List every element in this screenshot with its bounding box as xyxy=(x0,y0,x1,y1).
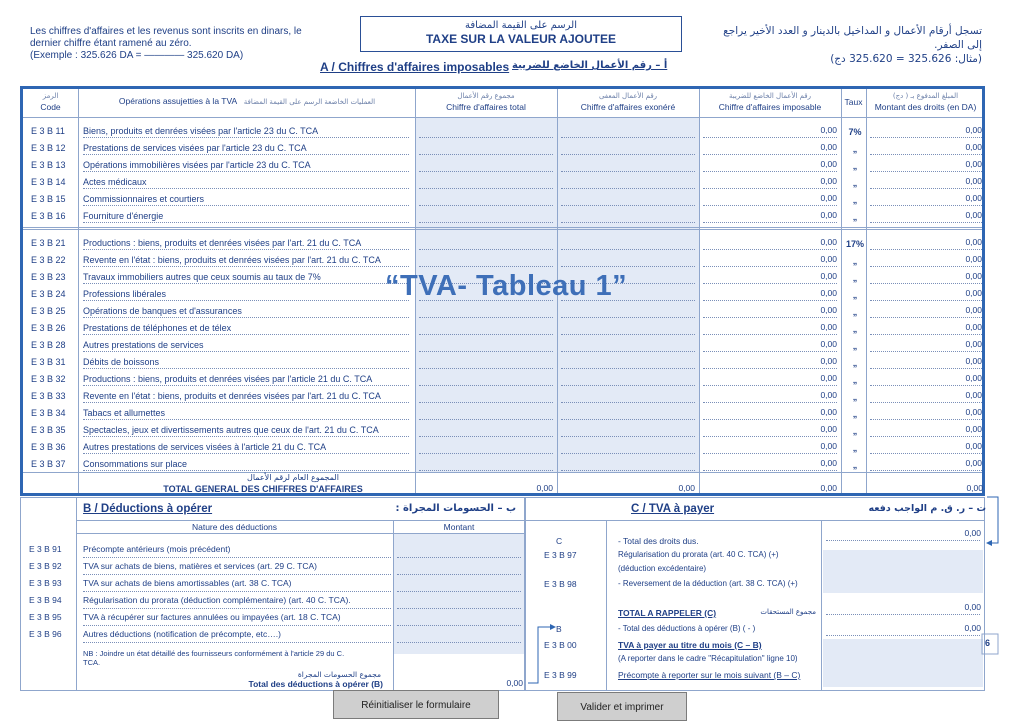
r97-sub: (déduction excédentaire) xyxy=(618,564,707,573)
row-label: Opérations de banques et d'assurances xyxy=(83,306,242,316)
title-arabic: الرسم على القيمة المضافة xyxy=(464,20,578,31)
row-amount-value[interactable]: 0,00 xyxy=(965,288,982,298)
col-header-operations: Opérations assujetties à la TVA العمليات الخاضعة الرسم على القيمة المضافة xyxy=(118,96,376,106)
deduction-row xyxy=(21,542,524,559)
deduction-amount-input[interactable] xyxy=(397,557,521,558)
row-amount-value[interactable]: 0,00 xyxy=(965,305,982,315)
row-amount-value[interactable]: 0,00 xyxy=(965,424,982,434)
deduction-row xyxy=(21,610,524,627)
section-c-title-arabic: ت – ر. ق. م الواجب دفعه xyxy=(868,503,986,514)
row-total-input[interactable] xyxy=(419,385,553,386)
section-b-total-label: Total des déductions à opérer (B) xyxy=(248,679,383,689)
row-rate: „ xyxy=(852,212,858,222)
deduction-code: E 3 B 94 xyxy=(29,595,62,605)
row-rate: „ xyxy=(852,290,858,300)
row-total-input[interactable] xyxy=(419,334,553,335)
r00-code: E 3 B 00 xyxy=(544,640,577,650)
row-taxable-value[interactable]: 0,00 xyxy=(820,271,837,281)
r99-code: E 3 B 99 xyxy=(544,670,577,680)
validate-print-button[interactable]: Valider et imprimer xyxy=(557,692,687,721)
row-total-input[interactable] xyxy=(419,470,553,471)
row-exonerated-input[interactable] xyxy=(561,402,695,403)
row-amount-value[interactable]: 0,00 xyxy=(965,176,982,186)
row-code: E 3 B 14 xyxy=(31,177,66,187)
row-label: Autres prestations de services xyxy=(83,340,204,350)
row-rate: „ xyxy=(852,195,858,205)
table-row xyxy=(23,422,982,439)
rappel-value[interactable]: 0,00 xyxy=(964,602,981,612)
section-c-title: C / TVA à payer xyxy=(631,503,715,515)
row-amount-value[interactable]: 0,00 xyxy=(965,125,982,135)
row-label: Prestations de services visées par l'article 23 du C. TCA xyxy=(83,143,307,153)
col-header-total: مجموع رقم الأعمال Chiffre d'affaires total xyxy=(446,92,526,112)
row-code: E 3 B 13 xyxy=(31,160,66,170)
row-rate: „ xyxy=(852,324,858,334)
row-rate: „ xyxy=(852,256,858,266)
row-amount-value[interactable]: 0,00 xyxy=(965,458,982,468)
row-code: E 3 B 35 xyxy=(31,425,66,435)
deduction-amount-input[interactable] xyxy=(397,608,521,609)
reset-form-button[interactable]: Réinitialiser le formulaire xyxy=(333,690,499,719)
row-amount-value[interactable]: 0,00 xyxy=(965,193,982,203)
row-code: E 3 B 24 xyxy=(31,289,66,299)
deduction-label: Autres déductions (notification de précompte, etc….) xyxy=(83,629,281,639)
table-row xyxy=(23,371,982,388)
row-label: Prestations de téléphones et de télex xyxy=(83,323,232,333)
deduction-label: TVA à récupérer sur factures annulées ou impayées (art. 18 C. TCA) xyxy=(83,612,341,622)
row-exonerated-input[interactable] xyxy=(561,453,695,454)
r98-code: E 3 B 98 xyxy=(544,579,577,589)
table-row xyxy=(23,337,982,354)
grand-total-taxable-value[interactable]: 0,00 xyxy=(820,483,837,493)
row-label: Débits de boissons xyxy=(83,357,160,367)
side-reference-value: 6 xyxy=(985,638,991,648)
row-code: E 3 B 21 xyxy=(31,238,66,248)
row-label: Opérations immobilières visées par l'article 23 du C. TCA xyxy=(83,160,311,170)
table-row xyxy=(23,303,982,320)
r98-label: - Reversement de la déduction (art. 38 C. TCA) (+) xyxy=(618,579,798,588)
row-code: E 3 B 25 xyxy=(31,306,66,316)
grand-total-label: TOTAL GENERAL DES CHIFFRES D'AFFAIRES xyxy=(163,484,363,494)
row-label: Autres prestations de services visées à l'article 21 du C. TCA xyxy=(83,442,327,452)
row-code: E 3 B 26 xyxy=(31,323,66,333)
deduction-code: E 3 B 93 xyxy=(29,578,62,588)
row-rate: „ xyxy=(852,358,858,368)
deduction-amount-input[interactable] xyxy=(397,591,521,592)
row-exonerated-input[interactable] xyxy=(561,351,695,352)
row-taxable-value[interactable]: 0,00 xyxy=(820,424,837,434)
row-amount-value[interactable]: 0,00 xyxy=(965,441,982,451)
deduction-code: E 3 B 91 xyxy=(29,544,62,554)
row-code: E 3 B 23 xyxy=(31,272,66,282)
right-example-text: (مثال: 325.626 = 325.620 دج) xyxy=(830,53,982,65)
row-amount-value[interactable]: 0,00 xyxy=(965,271,982,281)
row-code: E 3 B 15 xyxy=(31,194,66,204)
c-label: - Total des droits dus. xyxy=(618,536,699,546)
row-taxable-value[interactable]: 0,00 xyxy=(820,441,837,451)
row-taxable-value[interactable]: 0,00 xyxy=(820,125,837,135)
row-exonerated-input[interactable] xyxy=(561,385,695,386)
col-header-taxable: رقم الأعمال الخاضع للضريبة Chiffre d'affaires imposable xyxy=(718,92,822,112)
row-code: E 3 B 33 xyxy=(31,391,66,401)
row-taxable-value[interactable]: 0,00 xyxy=(820,210,837,220)
section-b-title: B / Déductions à opérer xyxy=(83,503,213,515)
row-total-input[interactable] xyxy=(419,351,553,352)
row-total-input[interactable] xyxy=(419,317,553,318)
col-nature-header: Nature des déductions xyxy=(191,522,278,532)
table-row xyxy=(23,354,982,371)
row-total-input[interactable] xyxy=(419,205,553,206)
deduction-amount-input[interactable] xyxy=(397,574,521,575)
row-label: Productions : biens, produits et denrées visées par l'article 21 du C. TCA xyxy=(83,374,373,384)
col-header-rate: Taux xyxy=(844,97,863,107)
section-a-title: A / Chiffres d'affaires imposables xyxy=(320,60,510,74)
deduction-row xyxy=(21,576,524,593)
deduction-code: E 3 B 95 xyxy=(29,612,62,622)
row-amount-value[interactable]: 0,00 xyxy=(965,322,982,332)
row-rate: „ xyxy=(852,392,858,402)
row-label: Travaux immobiliers autres que ceux soumis au taux de 7% xyxy=(83,272,321,282)
table-row xyxy=(23,157,982,174)
watermark-label: “TVA- Tableau 1” xyxy=(385,270,628,302)
section-b-total-value[interactable]: 0,00 xyxy=(506,678,523,688)
row-label: Tabacs et allumettes xyxy=(83,408,166,418)
row-exonerated-input[interactable] xyxy=(561,419,695,420)
row-total-input[interactable] xyxy=(419,436,553,437)
r99-label: Précompte à reporter sur le mois suivant (B – C) xyxy=(618,670,801,680)
row-taxable-value[interactable]: 0,00 xyxy=(820,305,837,315)
table-row xyxy=(23,174,982,191)
row-rate: „ xyxy=(852,178,858,188)
col-header-exonerated: رقم الأعمال المعفى Chiffre d'affaires exonéré xyxy=(580,92,676,112)
title-french: TAXE SUR LA VALEUR AJOUTEE xyxy=(425,32,616,46)
deduction-code: E 3 B 92 xyxy=(29,561,62,571)
left-note-text: Les chiffres d'affaires et les revenus sont inscrits en dinars, le dernier chiffre étant ramené au zéro. xyxy=(30,26,302,49)
row-code: E 3 B 11 xyxy=(31,126,65,136)
row-label: Productions : biens, produits et denrées visées par l'art. 21 du C. TCA xyxy=(83,238,362,248)
row-total-input[interactable] xyxy=(419,171,553,172)
row-rate: 17% xyxy=(845,239,864,249)
r00-label: TVA à payer au titre du mois (C – B) xyxy=(618,640,762,650)
row-amount-value[interactable]: 0,00 xyxy=(965,390,982,400)
table-row xyxy=(23,456,982,473)
row-total-input[interactable] xyxy=(419,266,553,267)
row-code: E 3 B 12 xyxy=(31,143,66,153)
grand-total-label-arabic: المجموع العام لرقم الأعمال xyxy=(247,473,339,482)
table-row xyxy=(23,388,982,405)
deduction-amount-input[interactable] xyxy=(397,625,521,626)
deduction-code: E 3 B 96 xyxy=(29,629,62,639)
row-rate: „ xyxy=(852,460,858,470)
row-taxable-value[interactable]: 0,00 xyxy=(820,390,837,400)
row-label: Consommations sur place xyxy=(83,459,188,469)
row-rate: 7% xyxy=(848,127,862,137)
table-row xyxy=(23,235,982,252)
row-rate: „ xyxy=(852,161,858,171)
rappel-label-arabic: مجموع المستحقات xyxy=(760,608,816,616)
row-exonerated-input[interactable] xyxy=(561,171,695,172)
row-code: E 3 B 31 xyxy=(31,357,66,367)
b-code: B xyxy=(556,624,562,634)
row-exonerated-input[interactable] xyxy=(561,317,695,318)
c-code: C xyxy=(556,536,563,546)
table-row xyxy=(23,191,982,208)
grand-total-total-value[interactable]: 0,00 xyxy=(536,483,553,493)
row-exonerated-input[interactable] xyxy=(561,137,695,138)
row-total-input[interactable] xyxy=(419,188,553,189)
section-b-title-arabic: ب – الحسومات المجراة : xyxy=(395,503,516,514)
row-exonerated-input[interactable] xyxy=(561,188,695,189)
deduction-label: TVA sur achats de biens, matières et services (art. 29 C. TCA) xyxy=(83,561,317,571)
left-example-text: (Exemple : 325.626 DA = ―――― 325.620 DA) xyxy=(30,50,244,61)
row-total-input[interactable] xyxy=(419,453,553,454)
right-note-text: تسجل أرقام الأعمال و المداخيل بالدينار و العدد الأخير يراجع إلى الصفر. xyxy=(723,25,982,51)
row-rate: „ xyxy=(852,341,858,351)
row-taxable-value[interactable]: 0,00 xyxy=(820,407,837,417)
deduction-label: Précompte antérieurs (mois précédent) xyxy=(83,544,231,554)
b-value[interactable]: 0,00 xyxy=(964,623,981,633)
deduction-row xyxy=(21,627,524,644)
row-amount-value[interactable]: 0,00 xyxy=(965,142,982,152)
row-taxable-value[interactable]: 0,00 xyxy=(820,193,837,203)
table-row xyxy=(23,320,982,337)
row-label: Biens, produits et denrées visées par l'article 23 du C. TCA xyxy=(83,126,319,136)
row-label: Fourniture d'énergie xyxy=(83,211,164,221)
row-exonerated-input[interactable] xyxy=(561,470,695,471)
b-label: - Total des déductions à opérer (B) ( - ) xyxy=(618,624,756,633)
row-exonerated-input[interactable] xyxy=(561,368,695,369)
row-taxable-value[interactable]: 0,00 xyxy=(820,254,837,264)
nb-note: NB : Joindre un état détaillé des fournisseurs conformément à l'article 29 du C. TCA. xyxy=(83,649,345,667)
row-total-input[interactable] xyxy=(419,402,553,403)
row-rate: „ xyxy=(852,426,858,436)
row-amount-value[interactable]: 0,00 xyxy=(965,254,982,264)
grand-total-amount-value[interactable]: 0,00 xyxy=(966,483,983,493)
row-exonerated-input[interactable] xyxy=(561,154,695,155)
r97-label: Régularisation du prorata (art. 40 C. TCA) (+) xyxy=(618,550,779,559)
row-total-input[interactable] xyxy=(419,419,553,420)
row-rate: „ xyxy=(852,409,858,419)
row-code: E 3 B 16 xyxy=(31,211,66,221)
grand-total-exonerated-value[interactable]: 0,00 xyxy=(678,483,695,493)
row-amount-value[interactable]: 0,00 xyxy=(965,339,982,349)
row-taxable-value[interactable]: 0,00 xyxy=(820,458,837,468)
row-taxable-value[interactable]: 0,00 xyxy=(820,339,837,349)
row-exonerated-input[interactable] xyxy=(561,334,695,335)
row-taxable-value[interactable]: 0,00 xyxy=(820,288,837,298)
deduction-row xyxy=(21,559,524,576)
row-amount-value[interactable]: 0,00 xyxy=(965,407,982,417)
table-row xyxy=(23,439,982,456)
row-total-input[interactable] xyxy=(419,368,553,369)
row-rate: „ xyxy=(852,375,858,385)
table-row xyxy=(23,252,982,269)
row-taxable-value[interactable]: 0,00 xyxy=(820,373,837,383)
row-total-input[interactable] xyxy=(419,137,553,138)
row-exonerated-input[interactable] xyxy=(561,436,695,437)
header-left-note xyxy=(30,26,320,62)
row-exonerated-input[interactable] xyxy=(561,266,695,267)
row-amount-value[interactable]: 0,00 xyxy=(965,237,982,247)
title-box xyxy=(360,16,682,52)
row-taxable-value[interactable]: 0,00 xyxy=(820,159,837,169)
table-row xyxy=(23,123,982,140)
col-header-amount: المبلغ المدفوع بـ ( دج) Montant des droits (en DA) xyxy=(874,92,977,112)
row-taxable-value[interactable]: 0,00 xyxy=(820,142,837,152)
row-amount-value[interactable]: 0,00 xyxy=(965,159,982,169)
row-code: E 3 B 28 xyxy=(31,340,66,350)
r00-sub: (A reporter dans le cadre "Récapitulation" ligne 10) xyxy=(618,654,798,663)
connector-arrows xyxy=(520,490,1020,700)
row-label: Spectacles, jeux et divertissements autres que ceux de l'art. 21 du C. TCA xyxy=(83,425,379,435)
deduction-label: Régularisation du prorata (déduction complémentaire) (art. 40 C. TCA). xyxy=(83,595,351,605)
row-code: E 3 B 22 xyxy=(31,255,66,265)
row-amount-value[interactable]: 0,00 xyxy=(965,356,982,366)
row-taxable-value[interactable]: 0,00 xyxy=(820,176,837,186)
header-right-note xyxy=(722,24,982,66)
row-taxable-value[interactable]: 0,00 xyxy=(820,356,837,366)
section-b-deductions xyxy=(20,497,525,691)
row-label: Revente en l'état : biens, produits et denrées visées par l'art. 21 du C. TCA xyxy=(83,255,381,265)
row-amount-value[interactable]: 0,00 xyxy=(965,373,982,383)
col-header-code: الرمز Code xyxy=(40,92,61,112)
row-rate: „ xyxy=(852,307,858,317)
section-b-total-label-arabic: مجموع الحسومات المجراة xyxy=(297,670,381,679)
row-amount-value[interactable]: 0,00 xyxy=(965,210,982,220)
table-row xyxy=(23,208,982,225)
row-exonerated-input[interactable] xyxy=(561,205,695,206)
row-rate: „ xyxy=(852,443,858,453)
r97-code: E 3 B 97 xyxy=(544,550,577,560)
deduction-label: TVA sur achats de biens amortissables (art. 38 C. TCA) xyxy=(83,578,292,588)
row-total-input[interactable] xyxy=(419,222,553,223)
deduction-row xyxy=(21,593,524,610)
row-label: Revente en l'état : biens, produits et denrées visées par l'art. 21 du C. TCA xyxy=(83,391,381,401)
col-amount-header: Montant xyxy=(443,522,475,532)
row-rate: „ xyxy=(852,144,858,154)
row-code: E 3 B 36 xyxy=(31,442,66,452)
row-label: Commissionnaires et courtiers xyxy=(83,194,205,204)
row-exonerated-input[interactable] xyxy=(561,249,695,250)
row-code: E 3 B 37 xyxy=(31,459,66,469)
row-taxable-value[interactable]: 0,00 xyxy=(820,322,837,332)
row-exonerated-input[interactable] xyxy=(561,222,695,223)
row-code: E 3 B 34 xyxy=(31,408,66,418)
total-dues-top-value[interactable]: 0,00 xyxy=(964,528,981,538)
deduction-amount-input[interactable] xyxy=(397,642,521,643)
row-rate: „ xyxy=(852,273,858,283)
row-total-input[interactable] xyxy=(419,154,553,155)
table-row xyxy=(23,405,982,422)
row-label: Professions libérales xyxy=(83,289,167,299)
table-row xyxy=(23,140,982,157)
row-code: E 3 B 32 xyxy=(31,374,66,384)
row-total-input[interactable] xyxy=(419,249,553,250)
row-label: Actes médicaux xyxy=(83,177,147,187)
row-taxable-value[interactable]: 0,00 xyxy=(820,237,837,247)
rappel-label: TOTAL A RAPPELER (C) xyxy=(618,608,717,618)
section-a-title-arabic: أ – رقم الأعمال الخاضع للضريبة xyxy=(512,60,668,71)
